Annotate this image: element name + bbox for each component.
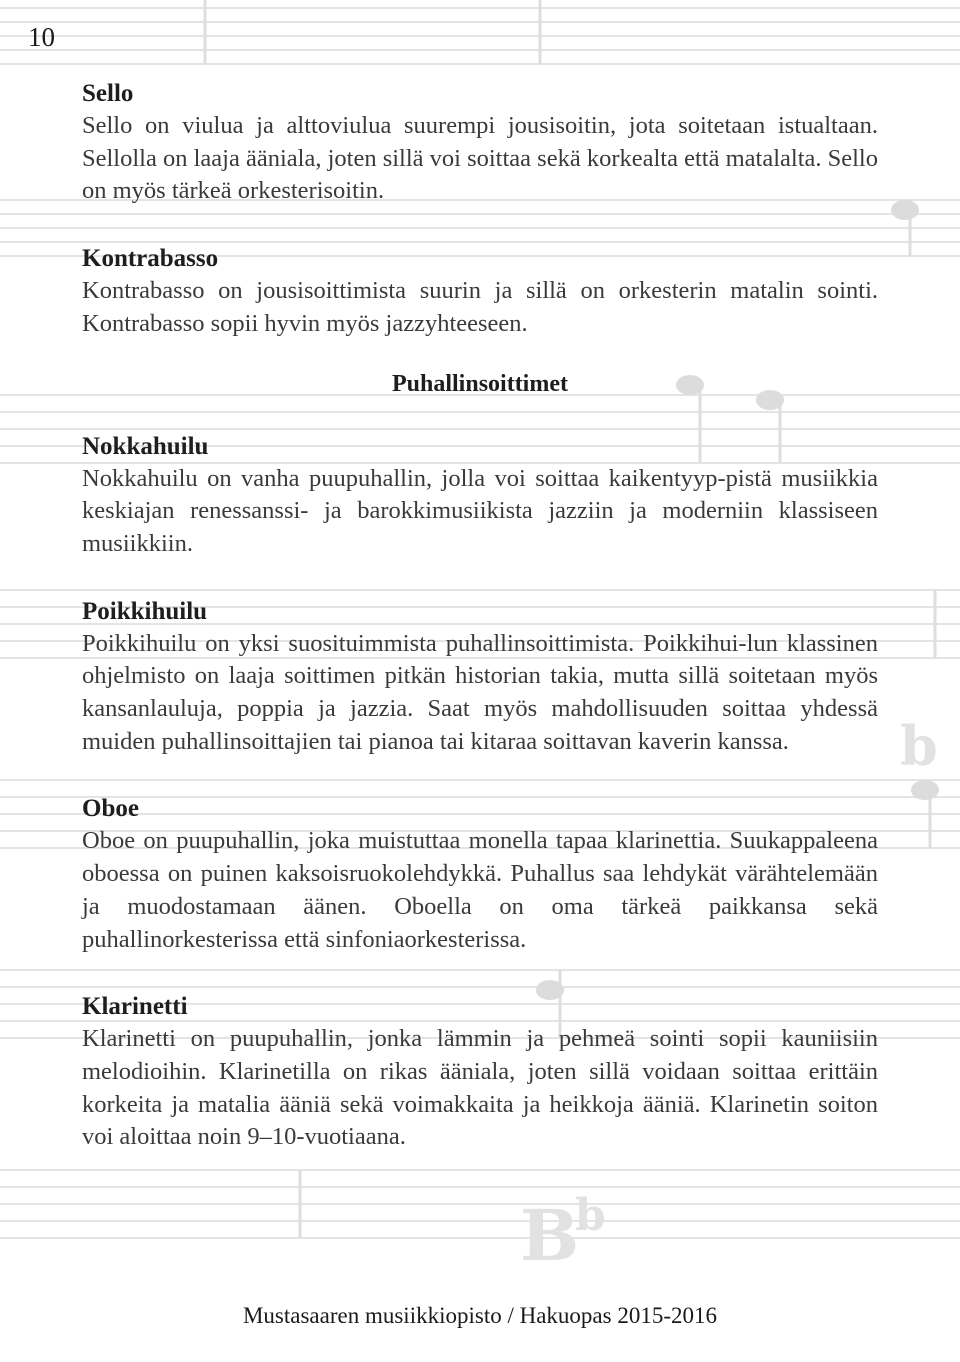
section-heading: Klarinetti bbox=[82, 993, 188, 1021]
section-klarinetti bbox=[82, 991, 878, 1154]
section-text: Klarinetti on puupuhallin, jonka lämmin ja pehmeä sointi sopii kauniisiin melodioihin. Klarinetilla on rikas ääniala, joten sillä voidaan soittaa erittäin korkeita ja matalia ääniä sekä voimakkaita ja heikkoja ääniä. Klarinetin soiton voi aloittaa noin 9–10-vuotiaana. bbox=[82, 1025, 878, 1151]
section-text: Oboe on puupuhallin, joka muistuttaa monella tapaa klarinettia. Suukappaleena oboessa on puinen kaksoisruokolehdykkä. Puhallus saa lehdykät värähtelemään ja muodostamaan äänen. Oboella on oma tärkeä paikkansa sekä puhallinorkesterissa että sinfoniaorkesterissa. bbox=[82, 827, 878, 953]
section-heading: Oboe bbox=[82, 795, 139, 823]
page-footer: Mustasaaren musiikkiopisto / Hakuopas 2015-2016 bbox=[242, 1303, 717, 1328]
section-sello bbox=[82, 78, 878, 208]
document-body bbox=[82, 76, 878, 1154]
page-number: 10 bbox=[28, 22, 55, 52]
section-text: Nokkahuilu on vanha puupuhallin, jolla voi soittaa kaikentyyp-pistä musiikkia keskiajan renessanssi- ja barokkimusiikista jazziin ja moderniin klassiseen musiikkiin. bbox=[82, 464, 878, 557]
svg-text:b: b bbox=[900, 714, 938, 778]
group-heading: Puhallinsoittimet bbox=[391, 370, 568, 397]
section-poikkihuilu bbox=[82, 596, 878, 759]
section-text: Sello on viulua ja alttoviulua suurempi jousisoitin, jota soitetaan istualtaan. Sellolla on laaja ääniala, joten sillä voi soittaa sekä korkealta että matalalta. Sello on myös tärkeä orkesterisoitin. bbox=[82, 112, 878, 205]
section-heading: Poikkihuilu bbox=[82, 597, 208, 625]
section-text: Poikkihuilu on yksi suosituimmista puhallinsoittimista. Poikkihui-lun klassinen ohjelmisto on laaja soittimen pitkän historian takia, mutta sillä soitetaan myös kansanlauluja, poppia ja jazzia. Saat myös mahdollisuuden soittaa yhdessä muiden puhallinsoittajien tai pianoa tai kitaraa soittavan kaverin kanssa. bbox=[82, 629, 878, 755]
section-kontrabasso bbox=[82, 243, 878, 340]
section-text: Kontrabasso on jousisoittimista suurin ja sillä on orkesterin matalin sointi. Kontrabasso sopii hyvin myös jazzyhteeseen. bbox=[82, 277, 878, 337]
section-oboe bbox=[82, 793, 878, 956]
section-nokkahuilu bbox=[82, 431, 878, 561]
svg-text:B: B bbox=[520, 1194, 580, 1277]
section-heading: Kontrabasso bbox=[82, 245, 219, 273]
section-heading: Sello bbox=[82, 80, 134, 107]
svg-text:b: b bbox=[575, 1190, 606, 1241]
section-heading: Nokkahuilu bbox=[82, 432, 209, 460]
